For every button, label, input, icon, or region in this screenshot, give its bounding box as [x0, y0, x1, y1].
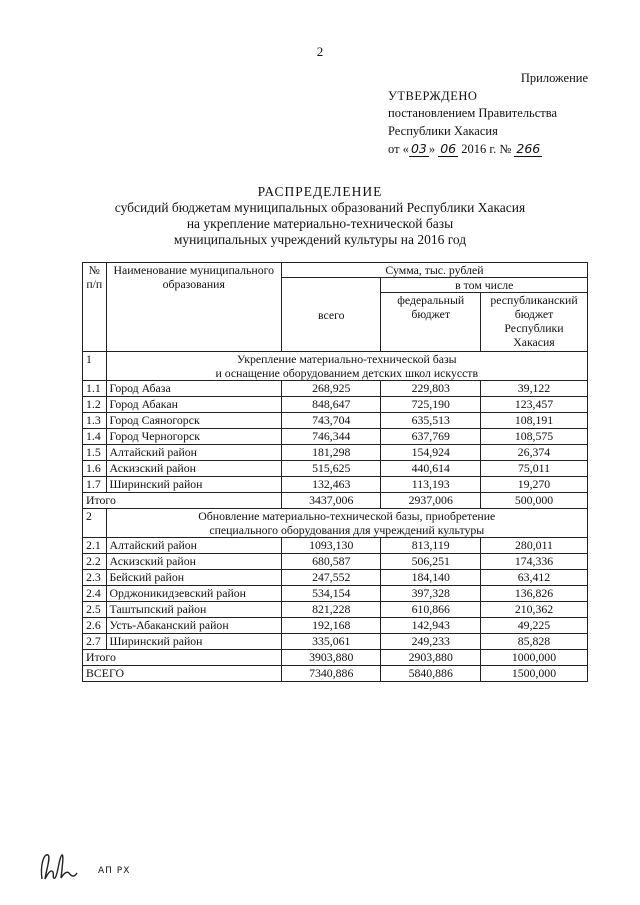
grand-total-republic: 1500,000	[480, 666, 587, 682]
republic-amount: 108,575	[480, 429, 587, 445]
federal-amount: 142,943	[381, 618, 481, 634]
approval-line-2: Республики Хакасия	[388, 123, 498, 138]
header-republic: республиканский бюджет Республики Хакасия	[480, 293, 587, 352]
row-number: 1.4	[83, 429, 107, 445]
section-title	[106, 509, 587, 538]
row-number: 2.7	[83, 634, 107, 650]
total-amount: 247,552	[281, 570, 381, 586]
section-title-line-1: Обновление материально-технической базы, приобретение	[198, 509, 496, 523]
date-year: 2016 г. №	[461, 142, 512, 156]
total-amount: 743,704	[281, 413, 381, 429]
republic-amount: 174,336	[480, 554, 587, 570]
municipality-name: Ширинский район	[106, 477, 281, 493]
row-number: 2.5	[83, 602, 107, 618]
table-row	[83, 461, 588, 477]
table-row	[83, 445, 588, 461]
row-number: 2.2	[83, 554, 107, 570]
title-line-2: на укрепление материально-технической базы	[186, 216, 454, 231]
republic-amount: 63,412	[480, 570, 587, 586]
header-sum: Сумма, тыс. рублей	[281, 263, 587, 278]
federal-amount: 506,251	[381, 554, 481, 570]
subtotal-republic: 500,000	[480, 493, 587, 509]
municipality-name: Бейский район	[106, 570, 281, 586]
signature	[36, 845, 96, 889]
table-row	[83, 602, 588, 618]
municipality-name: Город Черногорск	[106, 429, 281, 445]
row-number: 2.3	[83, 570, 107, 586]
total-amount: 268,925	[281, 381, 381, 397]
municipality-name: Город Абакан	[106, 397, 281, 413]
subtotal-row	[83, 650, 588, 666]
federal-amount: 637,769	[381, 429, 481, 445]
table-row	[83, 618, 588, 634]
row-number: 2.6	[83, 618, 107, 634]
row-number: 1.2	[83, 397, 107, 413]
total-amount: 534,154	[281, 586, 381, 602]
row-number: 1.1	[83, 381, 107, 397]
date-mid: »	[428, 142, 436, 156]
federal-amount: 113,193	[381, 477, 481, 493]
municipality-name: Орджоникидзевский район	[106, 586, 281, 602]
republic-amount: 75,011	[480, 461, 587, 477]
header-total: всего	[281, 278, 381, 352]
total-amount: 821,228	[281, 602, 381, 618]
republic-amount: 26,374	[480, 445, 587, 461]
total-amount: 335,061	[281, 634, 381, 650]
table-row	[83, 586, 588, 602]
title-line-3: муниципальных учреждений культуры на 2016 год	[173, 232, 467, 247]
federal-amount: 725,190	[381, 397, 481, 413]
total-amount: 1093,130	[281, 538, 381, 554]
table-row	[83, 477, 588, 493]
section-title-line-2: специального оборудования для учреждений культуры	[209, 523, 485, 537]
federal-amount: 184,140	[381, 570, 481, 586]
stamp-label: АП РХ	[98, 866, 131, 876]
header-name: Наименование муниципального образования	[106, 263, 281, 352]
total-amount: 848,647	[281, 397, 381, 413]
republic-amount: 39,122	[480, 381, 587, 397]
table-row	[83, 397, 588, 413]
republic-amount: 123,457	[480, 397, 587, 413]
section-header-row	[83, 352, 588, 381]
subtotal-total: 3903,880	[281, 650, 381, 666]
table-row	[83, 554, 588, 570]
header-including: в том числе	[381, 278, 588, 293]
republic-amount: 49,225	[480, 618, 587, 634]
approval-block	[388, 70, 588, 159]
row-number: 1.6	[83, 461, 107, 477]
table-row	[83, 634, 588, 650]
date-month: 06	[440, 141, 457, 156]
document-title	[0, 184, 640, 248]
approval-line-1: постановлением Правительства	[388, 106, 558, 120]
table-row	[83, 413, 588, 429]
municipality-name: Таштыпский район	[106, 602, 281, 618]
federal-amount: 635,513	[381, 413, 481, 429]
section-title-line-1: Укрепление материально-технической базы	[236, 352, 457, 366]
header-federal: федеральный бюджет	[381, 293, 481, 352]
subtotal-federal: 2903,880	[381, 650, 481, 666]
republic-amount: 108,191	[480, 413, 587, 429]
federal-amount: 249,233	[381, 634, 481, 650]
date-prefix: от «	[388, 142, 409, 156]
grand-total-federal: 5840,886	[381, 666, 481, 682]
total-amount: 746,344	[281, 429, 381, 445]
section-title-line-2: и оснащение оборудованием детских школ искусств	[215, 366, 479, 380]
republic-amount: 85,828	[480, 634, 587, 650]
header-no: № п/п	[83, 263, 107, 352]
table-row	[83, 429, 588, 445]
municipality-name: Усть-Абаканский район	[106, 618, 281, 634]
total-amount: 515,625	[281, 461, 381, 477]
federal-amount: 154,924	[381, 445, 481, 461]
federal-amount: 610,866	[381, 602, 481, 618]
document-number: 266	[516, 141, 541, 156]
municipality-name: Город Абаза	[106, 381, 281, 397]
federal-amount: 229,803	[381, 381, 481, 397]
subtotal-total: 3437,006	[281, 493, 381, 509]
republic-amount: 280,011	[480, 538, 587, 554]
municipality-name: Аскизский район	[106, 461, 281, 477]
approval-date-line	[388, 140, 588, 159]
republic-amount: 210,362	[480, 602, 587, 618]
total-amount: 132,463	[281, 477, 381, 493]
title-main: РАСПРЕДЕЛЕНИЕ	[257, 184, 383, 199]
total-amount: 181,298	[281, 445, 381, 461]
approved-label: УТВЕРЖДЕНО	[388, 88, 478, 103]
republic-amount: 19,270	[480, 477, 587, 493]
municipality-name: Город Саяногорск	[106, 413, 281, 429]
section-header-row	[83, 509, 588, 538]
grand-total-label: ВСЕГО	[83, 666, 282, 682]
section-title	[106, 352, 587, 381]
subtotal-row	[83, 493, 588, 509]
federal-amount: 440,614	[381, 461, 481, 477]
municipality-name: Аскизский район	[106, 554, 281, 570]
row-number: 1.7	[83, 477, 107, 493]
section-number: 1	[83, 352, 107, 381]
federal-amount: 813,119	[381, 538, 481, 554]
grand-total-row	[83, 666, 588, 682]
row-number: 2.1	[83, 538, 107, 554]
federal-amount: 397,328	[381, 586, 481, 602]
grand-total-total: 7340,886	[281, 666, 381, 682]
subtotal-label: Итого	[83, 650, 282, 666]
republic-amount: 136,826	[480, 586, 587, 602]
subtotal-label: Итого	[83, 493, 282, 509]
total-amount: 192,168	[281, 618, 381, 634]
row-number: 1.5	[83, 445, 107, 461]
municipality-name: Алтайский район	[106, 538, 281, 554]
table-row	[83, 538, 588, 554]
row-number: 1.3	[83, 413, 107, 429]
table-row	[83, 381, 588, 397]
municipality-name: Ширинский район	[106, 634, 281, 650]
table-body	[83, 352, 588, 682]
subtotal-republic: 1000,000	[480, 650, 587, 666]
date-day: 03	[410, 141, 427, 156]
title-line-1: субсидий бюджетам муниципальных образований Республики Хакасия	[114, 200, 526, 215]
municipality-name: Алтайский район	[106, 445, 281, 461]
appendix-label: Приложение	[520, 71, 588, 85]
table-row	[83, 570, 588, 586]
row-number: 2.4	[83, 586, 107, 602]
page-number: 2	[316, 44, 324, 59]
total-amount: 680,587	[281, 554, 381, 570]
section-number: 2	[83, 509, 107, 538]
distribution-table	[82, 262, 588, 682]
subtotal-federal: 2937,006	[381, 493, 481, 509]
